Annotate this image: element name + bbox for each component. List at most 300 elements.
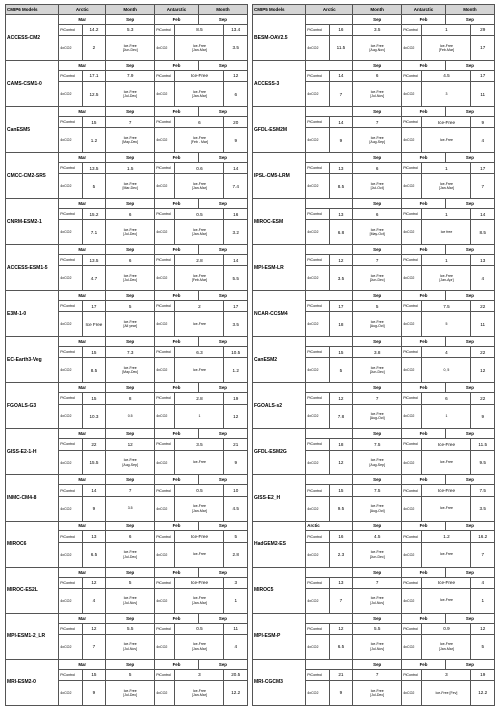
arctic-min-cell-period: [Aug-Sep]: [369, 140, 385, 145]
antarctic-min-cell: [422, 174, 471, 199]
antarctic-max-value: 16: [224, 209, 248, 220]
month-label: Sep: [198, 567, 247, 577]
month-label: [306, 107, 353, 117]
run-label: 4xCO2: [306, 128, 329, 153]
arctic-min-cell-value: Ice-Free: [370, 458, 384, 463]
model-name: INMC-CM4-8: [6, 475, 59, 521]
antarctic-min-cell: [175, 220, 224, 245]
run-label: 4xCO2: [402, 542, 422, 567]
antarctic-min-cell-period: [Jan-Mar]: [192, 646, 207, 651]
antarctic-min-cell: [175, 266, 224, 291]
arctic-max-value: 13: [329, 577, 352, 588]
arctic-max-value: 18: [329, 312, 352, 337]
antarctic-min-cell: [422, 220, 471, 245]
month-label: Sep: [198, 199, 247, 209]
month-label: Mar: [59, 291, 106, 301]
month-label: Feb: [155, 153, 199, 163]
arctic-min-cell-value: Ice-Free: [370, 89, 384, 94]
model-header-row: [253, 613, 495, 623]
month-label: [306, 475, 353, 485]
run-label: 4xCO2: [155, 312, 175, 337]
run-label: 4xCO2: [59, 680, 82, 705]
model-header-row: [6, 429, 248, 439]
month-label: [306, 153, 353, 163]
model-name: ACCESS-3: [253, 61, 306, 107]
arctic-max-value: 13.5: [82, 163, 105, 174]
arctic-min-cell-value: Ice-Free: [123, 458, 137, 463]
model-name: CanESM2: [253, 337, 306, 383]
month-label: Sep: [106, 567, 155, 577]
antarctic-max-value: 6: [224, 82, 248, 107]
header-month: Month: [353, 5, 402, 15]
arctic-min-cell: [106, 680, 155, 705]
antarctic-min-cell: [175, 404, 224, 429]
antarctic-min-value: 7.5: [422, 301, 471, 312]
model-header-row: [6, 15, 248, 25]
antarctic-min-cell-period: [Jan-Apr]: [439, 278, 454, 283]
antarctic-min-cell-value: Ice-Free: [439, 43, 453, 48]
month-label: Mar: [59, 567, 106, 577]
cmip5-table: [252, 4, 495, 706]
model-header-row: [253, 15, 495, 25]
month-label: Sep: [106, 383, 155, 393]
arctic-max-value: 9.5: [329, 496, 352, 521]
month-label: Sep: [198, 107, 247, 117]
month-label: Sep: [353, 567, 402, 577]
month-label: Sep: [198, 15, 247, 25]
month-label: Feb: [402, 245, 446, 255]
arctic-max-value: 13: [329, 209, 352, 220]
month-label: [306, 567, 353, 577]
antarctic-min-cell-value: Ice-Free: [192, 273, 206, 278]
arctic-max-value: 16: [329, 531, 352, 542]
antarctic-max-value: 12: [224, 404, 248, 429]
model-header-row: [253, 521, 495, 531]
model-header-row: [6, 337, 248, 347]
run-label: 4xCO2: [59, 174, 82, 199]
run-label: 4xCO2: [402, 128, 422, 153]
antarctic-min-cell: [422, 266, 471, 291]
arctic-min-cell: [353, 266, 402, 291]
arctic-max-value: 10.3: [82, 404, 105, 429]
arctic-min-cell-period: [May-Oct]: [369, 232, 385, 237]
antarctic-min-cell-value: Ice-Free: [192, 135, 206, 140]
antarctic-max-value: 9.5: [471, 450, 495, 475]
run-label: 4xCO2: [155, 404, 175, 429]
run-label: 4xCO2: [306, 358, 329, 383]
antarctic-min-cell: [422, 450, 471, 475]
antarctic-max-value: 5.5: [224, 266, 248, 291]
antarctic-min-cell-value: Ice-Free: [439, 642, 453, 647]
antarctic-min-value: 2.8: [175, 255, 224, 266]
header-models: CMIP5 Models: [253, 5, 306, 15]
model-header-row: [6, 153, 248, 163]
arctic-min-cell: [353, 220, 402, 245]
month-label: Sep: [106, 475, 155, 485]
antarctic-min-cell-value: Ice-Free: [192, 181, 206, 186]
antarctic-min-cell: [175, 312, 224, 337]
antarctic-min-cell: [175, 588, 224, 613]
run-label: PiControl: [59, 669, 82, 680]
model-name: NCAR-CCSM4: [253, 291, 306, 337]
header-month: Month: [445, 5, 494, 15]
arctic-min-cell-period: [Aug-Oct]: [369, 324, 385, 329]
run-label: PiControl: [306, 577, 329, 588]
month-label: Feb: [402, 613, 446, 623]
model-header-row: [6, 61, 248, 71]
month-label: Feb: [402, 429, 446, 439]
month-label: Sep: [353, 429, 402, 439]
month-label: Feb: [155, 383, 199, 393]
model-name: MIROC6: [6, 521, 59, 567]
arctic-max-value: 2: [82, 36, 105, 61]
antarctic-max-value: 11: [224, 623, 248, 634]
cmip6-table-body: [6, 15, 248, 706]
arctic-max-value: 12: [329, 450, 352, 475]
run-label: 4xCO2: [155, 174, 175, 199]
arctic-min-cell-value: Ice-Free: [370, 596, 384, 601]
arctic-min-value: 5.3: [106, 24, 155, 35]
antarctic-min-cell-value: 3: [445, 91, 448, 96]
model-header-row: [253, 567, 495, 577]
month-label: Feb: [155, 291, 199, 301]
month-label: Sep: [445, 659, 494, 669]
arctic-max-value: 15: [82, 347, 105, 358]
arctic-min-value: 5.5: [106, 623, 155, 634]
antarctic-min-value: 6: [175, 117, 224, 128]
model-name: EC-Earth3-Veg: [6, 337, 59, 383]
antarctic-min-value: 6: [422, 393, 471, 404]
model-name: ACCESS-ESM1-5: [6, 245, 59, 291]
arctic-min-value: 7: [106, 117, 155, 128]
month-label: [306, 245, 353, 255]
antarctic-max-value: 22: [471, 347, 495, 358]
run-label: 4xCO2: [59, 588, 82, 613]
antarctic-max-value: 12: [471, 623, 495, 634]
run-label: PiControl: [155, 669, 175, 680]
month-label: Sep: [445, 613, 494, 623]
antarctic-max-value: 22: [471, 393, 495, 404]
model-header-row: [6, 107, 248, 117]
arctic-min-cell-period: [May-Dec]: [122, 140, 139, 145]
run-label: PiControl: [155, 24, 175, 35]
arctic-min-cell-value: Ice-Free: [370, 412, 384, 417]
month-label: Mar: [59, 429, 106, 439]
arctic-min-cell-value: Ice-Free: [123, 320, 137, 324]
month-label: [306, 61, 353, 71]
run-label: 4xCO2: [306, 588, 329, 613]
antarctic-min-cell: [175, 542, 224, 567]
arctic-min-value: 7: [353, 117, 402, 128]
arctic-max-value: 14: [82, 485, 105, 496]
model-name: GFDL-ESM2G: [253, 429, 306, 475]
month-label: Sep: [353, 15, 402, 25]
antarctic-min-cell: [422, 634, 471, 659]
arctic-min-cell-value: Ice-Free: [123, 227, 137, 232]
antarctic-min-value: 3.5: [175, 439, 224, 450]
model-header-row: [253, 153, 495, 163]
model-name: MRI-CGCM3: [253, 659, 306, 705]
arctic-max-value: 15: [82, 669, 105, 680]
month-label: Sep: [445, 291, 494, 301]
antarctic-max-value: 1: [471, 588, 495, 613]
run-label: PiControl: [155, 577, 175, 588]
antarctic-min-cell-period: [Jan-Mar]: [192, 508, 207, 513]
run-label: 4xCO2: [59, 312, 82, 337]
arctic-max-value: 15: [82, 117, 105, 128]
antarctic-min-cell-value: Ice free: [440, 230, 453, 235]
arctic-max-value: 9: [82, 680, 105, 705]
antarctic-max-value: 16.2: [471, 531, 495, 542]
model-name: IPSL-CM5-LRM: [253, 153, 306, 199]
antarctic-min-value: 6.3: [175, 347, 224, 358]
arctic-min-cell-value: Ice-Free: [123, 550, 137, 555]
antarctic-max-value: 11: [471, 312, 495, 337]
run-label: PiControl: [155, 439, 175, 450]
arctic-max-value: 13: [82, 531, 105, 542]
run-label: 4xCO2: [402, 496, 422, 521]
antarctic-max-value: 12: [224, 71, 248, 82]
antarctic-min-cell-period: [Feb-Mar]: [438, 48, 455, 53]
month-label: Sep: [353, 613, 402, 623]
antarctic-max-value: 4: [471, 128, 495, 153]
arctic-min-cell: [106, 588, 155, 613]
model-name: GISS-E2-1-H: [6, 429, 59, 475]
arctic-min-value: 12: [106, 439, 155, 450]
run-label: 4xCO2: [59, 82, 82, 107]
antarctic-min-cell-period: [Jan-Mar]: [192, 94, 207, 99]
arctic-min-cell-period: [Mar-Dec]: [122, 186, 138, 191]
antarctic-min-value: 1: [422, 255, 471, 266]
month-label: Feb: [155, 107, 199, 117]
month-label: Feb: [155, 567, 199, 577]
run-label: PiControl: [59, 577, 82, 588]
month-label: Feb: [155, 337, 199, 347]
model-header-row: [6, 245, 248, 255]
antarctic-min-cell: [422, 358, 471, 383]
arctic-max-value: 9: [82, 496, 105, 521]
month-label: Sep: [353, 245, 402, 255]
month-label: Sep: [106, 15, 155, 25]
month-label: Mar: [59, 383, 106, 393]
run-label: 4xCO2: [306, 174, 329, 199]
antarctic-max-value: 17: [471, 163, 495, 174]
month-label: Sep: [353, 383, 402, 393]
arctic-min-cell: [106, 220, 155, 245]
arctic-min-cell-value: Ice-Free: [370, 550, 384, 555]
antarctic-min-cell-value: Ice-Free: [439, 273, 453, 278]
antarctic-max-value: 4: [471, 577, 495, 588]
month-label: Sep: [445, 61, 494, 71]
arctic-min-cell-value: Ice-Free: [370, 642, 384, 647]
month-label: [306, 199, 353, 209]
run-label: 4xCO2: [402, 174, 422, 199]
month-label: Feb: [402, 291, 446, 301]
antarctic-min-cell: [422, 588, 471, 613]
arctic-min-cell-period: [Jul-Nov]: [123, 600, 138, 605]
run-label: PiControl: [306, 255, 329, 266]
month-label: Sep: [106, 613, 155, 623]
run-label: 4xCO2: [402, 36, 422, 61]
arctic-max-value: 21: [329, 669, 352, 680]
arctic-min-cell-period: [Jul-Dec]: [123, 94, 138, 99]
antarctic-max-value: 14: [224, 255, 248, 266]
arctic-max-value: 15.5: [82, 450, 105, 475]
arctic-min-cell-period: [Jul-Dec]: [123, 278, 138, 283]
arctic-max-value: 16: [329, 24, 352, 35]
model-header-row: [253, 659, 495, 669]
month-label: Feb: [402, 567, 446, 577]
model-name: HadGEM2-ES: [253, 521, 306, 567]
antarctic-max-value: 19: [224, 393, 248, 404]
antarctic-min-cell: [175, 82, 224, 107]
arctic-min-cell-value: Ice-Free: [370, 227, 384, 232]
run-label: PiControl: [306, 393, 329, 404]
arctic-min-cell-period: [All year]: [123, 324, 137, 329]
model-name: MIROC5: [253, 567, 306, 613]
run-label: PiControl: [306, 531, 329, 542]
month-label: Sep: [445, 153, 494, 163]
antarctic-min-cell-value: Ice-Free: [439, 181, 453, 186]
antarctic-max-value: 13: [471, 255, 495, 266]
run-label: 4xCO2: [155, 358, 175, 383]
arctic-max-value: 14: [329, 71, 352, 82]
antarctic-min-cell-value: 1: [198, 414, 201, 419]
antarctic-min-cell: [422, 128, 471, 153]
antarctic-min-cell-value: Ice-Free: [439, 598, 453, 603]
run-label: PiControl: [402, 577, 422, 588]
antarctic-min-value: 1: [422, 163, 471, 174]
arctic-max-value: 6.5: [82, 542, 105, 567]
antarctic-min-cell-period: [Jan-Mar]: [192, 692, 207, 697]
run-label: 4xCO2: [402, 266, 422, 291]
antarctic-max-value: 12: [471, 358, 495, 383]
model-name: FGOALS-G3: [6, 383, 59, 429]
antarctic-min-cell: [175, 128, 224, 153]
run-label: PiControl: [59, 531, 82, 542]
antarctic-max-value: 3: [224, 577, 248, 588]
run-label: 4xCO2: [402, 404, 422, 429]
month-label: [306, 15, 353, 25]
month-label: [306, 383, 353, 393]
arctic-min-value: 5.5: [353, 623, 402, 634]
month-label: Feb: [402, 199, 446, 209]
antarctic-max-value: 7: [471, 174, 495, 199]
arctic-max-value: Ice Free: [82, 312, 105, 337]
arctic-min-cell-period: [Aug-Sep]: [122, 462, 138, 467]
antarctic-max-value: 5: [224, 531, 248, 542]
arctic-min-cell-value: Ice-Free: [370, 135, 384, 140]
arctic-max-value: 15: [329, 485, 352, 496]
arctic-min-cell-value: Ice-Free: [123, 366, 137, 371]
model-header-row: [253, 337, 495, 347]
antarctic-max-value: 7: [471, 542, 495, 567]
run-label: PiControl: [59, 393, 82, 404]
arctic-min-cell-period: [Aug-Nov]: [369, 48, 385, 53]
antarctic-min-value: 0.9: [422, 623, 471, 634]
antarctic-min-cell: [422, 404, 471, 429]
antarctic-min-cell-period: [Jan-Mar]: [439, 646, 454, 651]
run-label: 4xCO2: [155, 680, 175, 705]
month-label: Sep: [106, 659, 155, 669]
run-label: PiControl: [402, 255, 422, 266]
antarctic-min-cell-value: Ice-Free: [192, 368, 206, 373]
month-label: Mar: [59, 245, 106, 255]
model-header-row: [6, 291, 248, 301]
arctic-max-value: 15: [329, 347, 352, 358]
antarctic-max-value: 4.5: [224, 496, 248, 521]
antarctic-min-cell: [422, 680, 471, 705]
arctic-min-cell: [106, 312, 155, 337]
month-label: Sep: [445, 429, 494, 439]
arctic-min-cell-value: 0.5: [127, 414, 133, 419]
month-label: Sep: [198, 659, 247, 669]
arctic-min-cell: [106, 496, 155, 521]
arctic-max-value: 13: [329, 163, 352, 174]
month-label: Sep: [353, 521, 402, 531]
arctic-max-value: 2.3: [329, 542, 352, 567]
month-label: Sep: [445, 521, 494, 531]
run-label: PiControl: [59, 209, 82, 220]
arctic-min-cell: [106, 266, 155, 291]
antarctic-min-cell: [175, 450, 224, 475]
month-label: Feb: [402, 61, 446, 71]
month-label: Sep: [198, 475, 247, 485]
month-label: Sep: [198, 291, 247, 301]
month-label: Sep: [445, 475, 494, 485]
model-header-row: [6, 613, 248, 623]
arctic-max-value: 14.2: [82, 24, 105, 35]
month-label: Feb: [155, 199, 199, 209]
run-label: 4xCO2: [402, 588, 422, 613]
month-label: Sep: [445, 107, 494, 117]
month-label: Sep: [106, 245, 155, 255]
arctic-min-value: 6: [353, 163, 402, 174]
arctic-min-cell-value: Ice-Free: [123, 89, 137, 94]
antarctic-max-value: 9: [224, 128, 248, 153]
month-label: Feb: [402, 521, 446, 531]
antarctic-max-value: 9: [471, 117, 495, 128]
month-label: Sep: [198, 61, 247, 71]
month-label: Sep: [353, 153, 402, 163]
month-label: Feb: [402, 383, 446, 393]
header-antarctic: Antarctic: [402, 5, 446, 15]
arctic-max-value: 8.5: [82, 358, 105, 383]
model-name: GISS-E2_H: [253, 475, 306, 521]
arctic-min-cell: [106, 174, 155, 199]
month-label: Mar: [59, 475, 106, 485]
header-arctic: Arctic: [306, 5, 353, 15]
arctic-max-value: 17: [82, 301, 105, 312]
arctic-min-value: 8: [106, 393, 155, 404]
arctic-min-cell-period: [Jul-Dec]: [370, 692, 385, 697]
arctic-min-cell-value: Ice-Free: [123, 596, 137, 601]
run-label: 4xCO2: [306, 220, 329, 245]
run-label: PiControl: [402, 71, 422, 82]
model-header-row: [253, 383, 495, 393]
antarctic-max-value: 3.2: [224, 220, 248, 245]
arctic-min-cell-period: [Jul-Nov]: [123, 646, 138, 651]
antarctic-max-value: 20: [224, 117, 248, 128]
antarctic-min-cell: [422, 312, 471, 337]
arctic-min-cell-period: [Jul-Nov]: [370, 94, 385, 99]
month-label: Mar: [59, 153, 106, 163]
month-label: [306, 291, 353, 301]
model-header-row: [253, 61, 495, 71]
antarctic-min-cell-value: Ice-Free: [192, 322, 206, 327]
model-header-row: [6, 383, 248, 393]
run-label: 4xCO2: [155, 36, 175, 61]
